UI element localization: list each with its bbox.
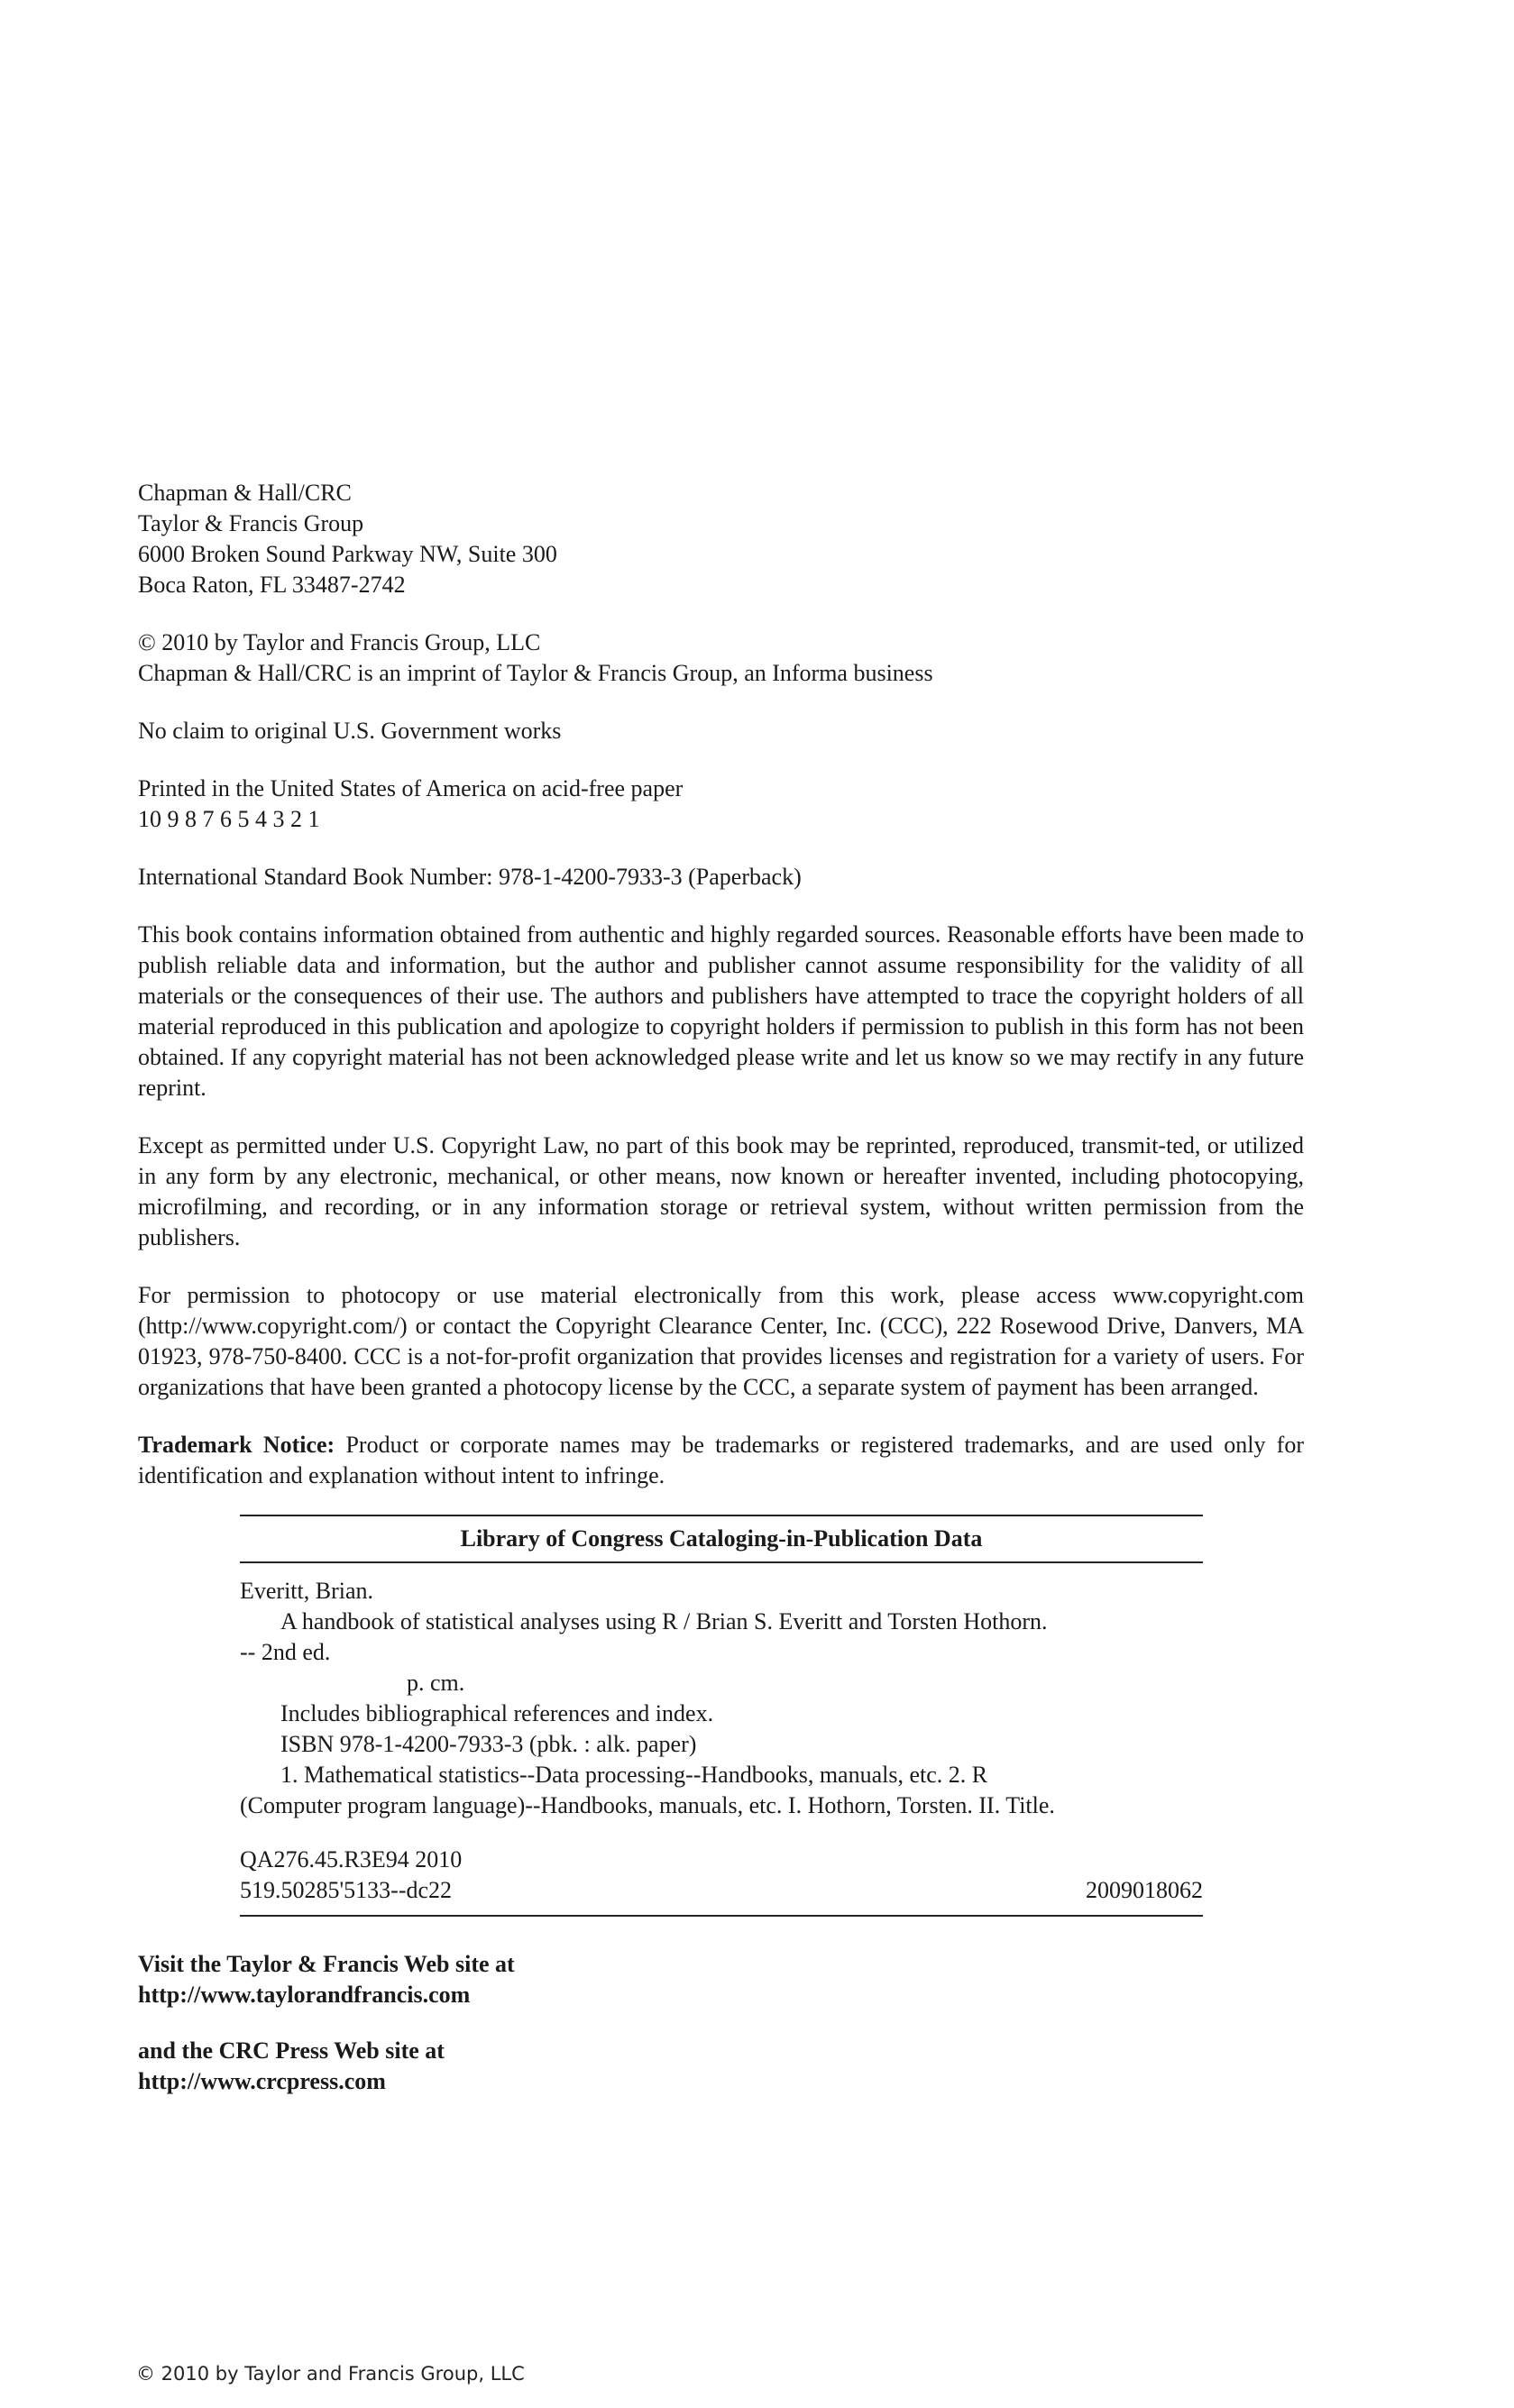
- cip-classification: [240, 1845, 1203, 1906]
- isbn-notice: [138, 862, 1304, 893]
- cip-title: Library of Congress Cataloging-in-Publication Data: [240, 1516, 1203, 1563]
- cip-author: Everitt, Brian.: [240, 1578, 374, 1604]
- publisher-city: Boca Raton, FL 33487-2742: [138, 572, 406, 598]
- crc-website-label: and the CRC Press Web site at: [138, 2037, 445, 2064]
- no-claim-text: No claim to original U.S. Government works: [138, 718, 562, 744]
- cip-data-box: [240, 1515, 1203, 1917]
- publisher-address: [138, 478, 1304, 600]
- copyright-page: [138, 478, 1304, 2097]
- publisher-name: Chapman & Hall/CRC: [138, 480, 352, 506]
- printing-numbers: 10 9 8 7 6 5 4 3 2 1: [138, 806, 320, 832]
- cip-pages: p. cm.: [407, 1670, 465, 1696]
- crc-website: [138, 2036, 1304, 2097]
- tf-website-url[interactable]: http://www.taylorandfrancis.com: [138, 1982, 471, 2008]
- isbn-line: International Standard Book Number: 978-1-4200-7933-3 (Paperback): [138, 864, 802, 890]
- page-footer: © 2010 by Taylor and Francis Group, LLC: [136, 2363, 525, 2385]
- printing-info: [138, 774, 1304, 835]
- cip-subjects-1: 1. Mathematical statistics--Data processing--Handbooks, manuals, etc. 2. R: [280, 1762, 988, 1788]
- copyright-notice: [138, 627, 1304, 689]
- no-claim-notice: [138, 716, 1304, 746]
- copyright-law-paragraph: Except as permitted under U.S. Copyright Law, no part of this book may be reprinted, reproduced, transmit-ted, or utilized in any form by any electronic, mechanical, or other means, now known or hereafter invented, including photocopying, microfilming, and recording, or in any information storage or retrieval system, without written permission from the publishers.: [138, 1132, 1304, 1250]
- cip-title-statement: A handbook of statistical analyses using R / Brian S. Everitt and Torsten Hothorn.: [280, 1608, 1048, 1634]
- crc-website-url[interactable]: http://www.crcpress.com: [138, 2068, 386, 2094]
- cip-record: [240, 1563, 1203, 1915]
- cip-edition: -- 2nd ed.: [240, 1639, 331, 1665]
- sources-paragraph: This book contains information obtained from authentic and highly regarded sources. Reasonable efforts have been made to publish reliable data and information, but the author and publisher cannot assume responsibility for the validity of all materials or the consequences of their use. The authors and publishers have attempted to trace the copyright holders of all material reproduced in this publication and apologize to copyright holders if permission to publish in this form has not been obtained. If any copyright material has not been acknowledged please write and let us know so we may rectify in any future reprint.: [138, 921, 1304, 1101]
- cip-isbn: ISBN 978-1-4200-7933-3 (pbk. : alk. paper): [280, 1731, 697, 1757]
- cip-dewey: 519.50285'5133--dc22: [240, 1877, 453, 1903]
- cip-includes: Includes bibliographical references and index.: [280, 1700, 714, 1726]
- printed-line: Printed in the United States of America on acid-free paper: [138, 775, 684, 801]
- cip-subjects-2: (Computer program language)--Handbooks, manuals, etc. I. Hothorn, Torsten. II. Title.: [240, 1792, 1055, 1818]
- tf-website-label: Visit the Taylor & Francis Web site at: [138, 1951, 515, 1977]
- trademark-text: Product or corporate names may be trademarks or registered trademarks, and are used only for identification and explanation without intent to infringe.: [138, 1432, 1304, 1488]
- trademark-paragraph: [138, 1430, 1304, 1491]
- trademark-label: Trademark Notice:: [138, 1432, 335, 1458]
- cip-lccn: 2009018062: [1086, 1877, 1203, 1903]
- publisher-group: Taylor & Francis Group: [138, 510, 364, 536]
- taylor-francis-website: [138, 1949, 1304, 2010]
- copyright-line: © 2010 by Taylor and Francis Group, LLC: [138, 629, 541, 655]
- cip-lc-class: QA276.45.R3E94 2010: [240, 1846, 463, 1872]
- publisher-street: 6000 Broken Sound Parkway NW, Suite 300: [138, 541, 557, 567]
- permission-paragraph: For permission to photocopy or use material electronically from this work, please access www.copyright.com (http://www.copyright.com/) or contact the Copyright Clearance Center, Inc. (CCC), 222 Rosewood Drive, Danvers, MA 01923, 978-750-8400. CCC is a not-for-profit organization that provides licenses and registration for a variety of users. For organizations that have been granted a photocopy license by the CCC, a separate system of payment has been arranged.: [138, 1282, 1304, 1400]
- cip-dewey-row: [240, 1875, 1203, 1906]
- imprint-line: Chapman & Hall/CRC is an imprint of Taylor & Francis Group, an Informa business: [138, 660, 933, 686]
